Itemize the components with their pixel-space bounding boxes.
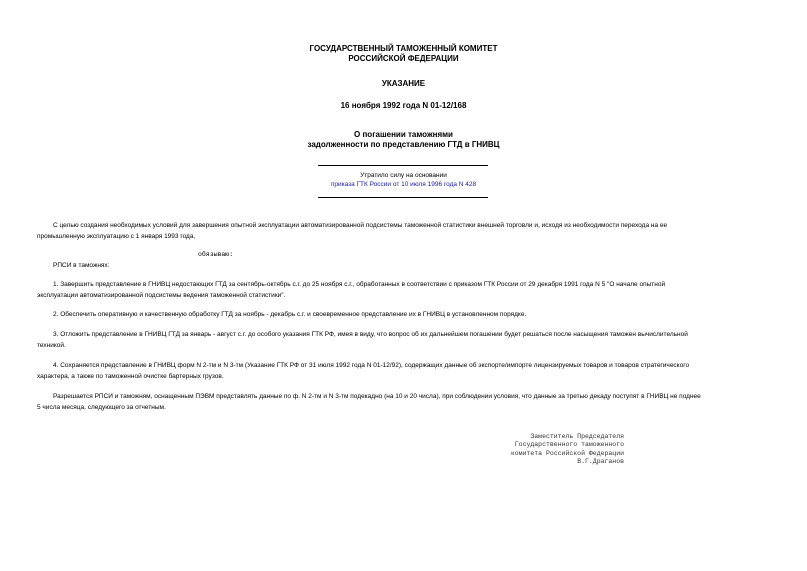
status-divider-top (318, 165, 488, 166)
org-name-line2: РОССИЙСКОЙ ФЕДЕРАЦИИ (348, 54, 459, 63)
item-2-paragraph (37, 310, 775, 321)
title-line1: О погашении таможнями (354, 130, 453, 139)
status-note (0, 171, 807, 189)
addressee-paragraph (37, 261, 775, 272)
item-3-line1: 3. Отложить представление в ГНИВЦ ГТД за январь - август с.г. до особого указания ГТК РФ, имея в виду, что вопрос об их дальнейшем погашении будет решаться после насыщения таможен вычислительной (53, 331, 688, 338)
title-line2: задолженности по представлению ГТД в ГНИВЦ (307, 140, 500, 149)
item-4-line2: характера, а также по таможенной очистке бартерных грузов. (37, 372, 224, 380)
final-line2: 5 числа месяца, следующего за отчетным. (37, 403, 166, 411)
final-line1: Разрешается РПСИ и таможням, оснащенным ПЭВМ представлять данные по ф. N 2-тм и N 3-тм подекадно (на 10 и 20 числа), при соблюдении условия, что данные за третью декаду поступят в ГНИВЦ не поднее (53, 393, 701, 400)
document-type: УКАЗАНИЕ (381, 79, 426, 88)
item-4-line1: 4. Сохраняется представление в ГНИВЦ форм N 2-тм и N 3-тм (Указание ГТК РФ от 31 июля 1992 года N 01-12/92), содержащих данные об экспорте/импорте лицензируемых товаров и товаров стратегического (53, 362, 690, 369)
signature-position-line1: Заместитель Председателя (530, 433, 624, 440)
document-title (0, 130, 807, 150)
document-date-number: 16 ноября 1992 года N 01-12/168 (340, 101, 467, 110)
item-4-paragraph (37, 361, 775, 382)
signature-position-line2: Государственного таможенного (514, 441, 624, 449)
status-note-text: Утратило силу на основании (360, 172, 447, 179)
item-2-text: 2. Обеспечить оперативную и качественную обработку ГТД за ноябрь - декабрь с.г. и своевременное представление их в ГНИВЦ в установленном порядке. (53, 311, 527, 318)
document-header (0, 44, 807, 64)
intro-line2: промышленную эксплуатацию с 1 января 1993 года, (37, 232, 196, 240)
status-note-link[interactable]: приказа ГТК России от 10 июля 1996 года N 428 (330, 181, 477, 188)
item-3-paragraph (37, 330, 775, 351)
signature-block (496, 433, 624, 467)
signature-position-line3: комитета Российской Федерации (510, 449, 624, 457)
item-1-paragraph (37, 280, 775, 301)
intro-line1: С целью создания необходимых условий для завершения опытной эксплуатации автоматизированной подсистемы таможенной статистики внешней торговли и, исходя из необходимости перехода на ее (53, 222, 668, 229)
status-divider-bottom (318, 197, 488, 198)
intro-paragraph (37, 221, 775, 242)
org-name-line1: ГОСУДАРСТВЕННЫЙ ТАМОЖЕННЫЙ КОМИТЕТ (309, 44, 498, 53)
obligate-word: обязываю: (198, 251, 234, 258)
item-1-line1: 1. Завершить представление в ГНИВЦ недостающих ГТД за сентябрь-октябрь с.г. до 25 ноября с.г., обработанных в соответствии с приказом ГТК России от 29 декабря 1991 года N 5 "О начале опытной (53, 281, 666, 288)
addressee-text: РПСИ в таможнях: (53, 262, 110, 269)
final-paragraph (37, 392, 775, 413)
item-3-line2: техникой. (37, 341, 66, 349)
item-1-line2: эксплуатации автоматизированной подсистемы ведения таможенной статистики". (37, 291, 286, 299)
signature-name: В.Г.Драганов (577, 458, 624, 466)
